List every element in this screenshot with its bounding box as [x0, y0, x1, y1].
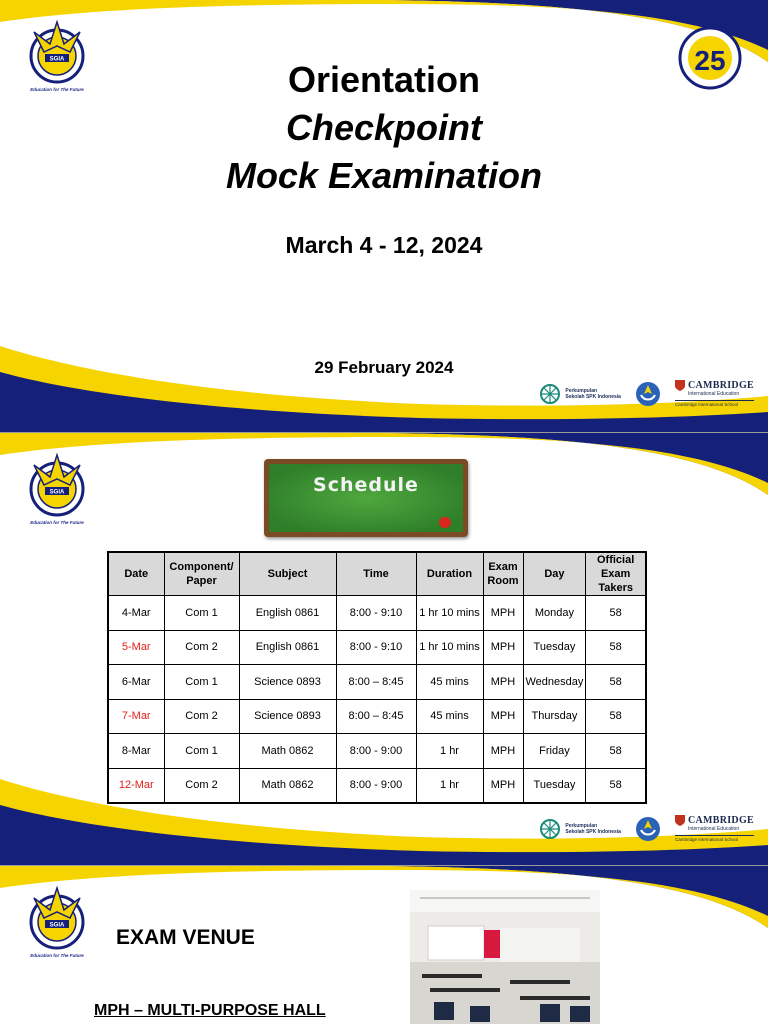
cell-subject: Math 0862 — [239, 768, 336, 803]
schedule-chalkboard — [264, 459, 468, 537]
cell-component: Com 2 — [164, 768, 239, 803]
school-logo — [22, 882, 92, 964]
cell-takers: 58 — [586, 768, 646, 803]
cell-component: Com 1 — [164, 596, 239, 631]
mph-hall-photo — [410, 890, 600, 1024]
cell-room: MPH — [483, 699, 523, 734]
school-logo — [22, 449, 92, 531]
exam-dates — [0, 232, 768, 259]
tut-wuri-handayani-icon — [635, 381, 661, 407]
footer-logos — [539, 815, 754, 842]
col-header-exam-room: Exam Room — [483, 552, 523, 596]
cell-room: MPH — [483, 768, 523, 803]
cell-component: Com 1 — [164, 734, 239, 769]
presentation-date-block — [0, 358, 768, 378]
cell-duration: 1 hr — [416, 768, 483, 803]
school-tagline: Education for The Future — [30, 520, 84, 525]
cell-duration: 1 hr 10 mins — [416, 630, 483, 665]
venue-name: MPH – MULTI-PURPOSE HALL — [94, 1002, 326, 1019]
col-header-exam-takers: Official Exam Takers — [586, 552, 646, 596]
cell-component: Com 1 — [164, 665, 239, 700]
table-row — [108, 699, 646, 734]
slide-title — [0, 0, 768, 432]
svg-text:SGIA: SGIA — [49, 56, 65, 63]
col-header-day: Day — [523, 552, 586, 596]
table-row — [108, 665, 646, 700]
cell-subject: Science 0893 — [239, 699, 336, 734]
cell-time: 8:00 - 9:10 — [336, 596, 416, 631]
col-header-duration: Duration — [416, 552, 483, 596]
cell-time: 8:00 – 8:45 — [336, 665, 416, 700]
pss-globe-icon — [539, 383, 561, 405]
pss-logo: Perkumpulan Sekolah SPK Indonesia — [539, 818, 621, 840]
svg-text:SGIA: SGIA — [49, 489, 65, 496]
col-header-time: Time — [336, 552, 416, 596]
cell-takers: 58 — [586, 734, 646, 769]
cell-time: 8:00 – 8:45 — [336, 699, 416, 734]
cell-duration: 1 hr 10 mins — [416, 596, 483, 631]
table-row — [108, 734, 646, 769]
cell-day: Tuesday — [523, 630, 586, 665]
cell-duration: 1 hr — [416, 734, 483, 769]
cell-room: MPH — [483, 596, 523, 631]
cell-time: 8:00 - 9:00 — [336, 768, 416, 803]
cell-subject: Math 0862 — [239, 734, 336, 769]
title-checkpoint: Checkpoint — [285, 107, 482, 148]
school-tagline: Education for The Future — [30, 953, 84, 958]
table-row — [108, 768, 646, 803]
slide-schedule — [0, 433, 768, 865]
cell-subject: English 0861 — [239, 630, 336, 665]
hall-interior-image — [410, 890, 600, 1024]
cell-day: Wednesday — [523, 665, 586, 700]
table-row — [108, 630, 646, 665]
cell-day: Monday — [523, 596, 586, 631]
title-block — [0, 56, 768, 200]
cell-date: 8-Mar — [108, 734, 164, 769]
cambridge-logo: CAMBRIDGE International Education Cambridge International School — [674, 815, 754, 842]
cell-date: 7-Mar — [108, 699, 164, 734]
cambridge-shield-icon — [675, 815, 685, 826]
cell-subject: English 0861 — [239, 596, 336, 631]
schedule-table — [107, 551, 647, 804]
cell-room: MPH — [483, 734, 523, 769]
cell-takers: 58 — [586, 596, 646, 631]
col-header-component: Component/ Paper — [164, 552, 239, 596]
cell-takers: 58 — [586, 665, 646, 700]
cell-duration: 45 mins — [416, 665, 483, 700]
pss-globe-icon — [539, 818, 561, 840]
table-header-row — [108, 552, 646, 596]
cell-time: 8:00 - 9:00 — [336, 734, 416, 769]
cell-day: Friday — [523, 734, 586, 769]
eagle-emblem-icon — [22, 882, 92, 952]
cell-room: MPH — [483, 665, 523, 700]
cell-date: 4-Mar — [108, 596, 164, 631]
tut-wuri-handayani-icon — [635, 816, 661, 842]
cell-time: 8:00 - 9:10 — [336, 630, 416, 665]
col-header-subject: Subject — [239, 552, 336, 596]
pss-logo: Perkumpulan Sekolah SPK Indonesia — [539, 383, 621, 405]
cell-takers: 58 — [586, 630, 646, 665]
exam-venue-heading: EXAM VENUE — [116, 926, 255, 949]
svg-text:25: 25 — [694, 45, 726, 76]
title-orientation: Orientation — [287, 59, 480, 100]
cell-date: 12-Mar — [108, 768, 164, 803]
title-mock-examination: Mock Examination — [225, 155, 543, 196]
cell-takers: 58 — [586, 699, 646, 734]
slide-exam-venue — [0, 866, 768, 1024]
eagle-emblem-icon — [22, 449, 92, 519]
cell-room: MPH — [483, 630, 523, 665]
cambridge-logo: CAMBRIDGE International Education Cambridge International School — [674, 380, 754, 407]
cell-day: Tuesday — [523, 768, 586, 803]
school-tagline: Education for The Future — [30, 87, 84, 92]
cambridge-shield-icon — [675, 380, 685, 391]
cell-component: Com 2 — [164, 630, 239, 665]
cell-subject: Science 0893 — [239, 665, 336, 700]
apple-icon — [439, 517, 451, 528]
col-header-date: Date — [108, 552, 164, 596]
presentation-date: 29 February 2024 — [314, 358, 454, 377]
exam-date-range: March 4 - 12, 2024 — [285, 232, 483, 258]
cell-date: 6-Mar — [108, 665, 164, 700]
cell-date: 5-Mar — [108, 630, 164, 665]
table-row — [108, 596, 646, 631]
schedule-heading: Schedule — [313, 474, 419, 496]
cell-component: Com 2 — [164, 699, 239, 734]
svg-text:SGIA: SGIA — [49, 922, 65, 929]
cell-duration: 45 mins — [416, 699, 483, 734]
cell-day: Thursday — [523, 699, 586, 734]
footer-logos — [539, 380, 754, 407]
